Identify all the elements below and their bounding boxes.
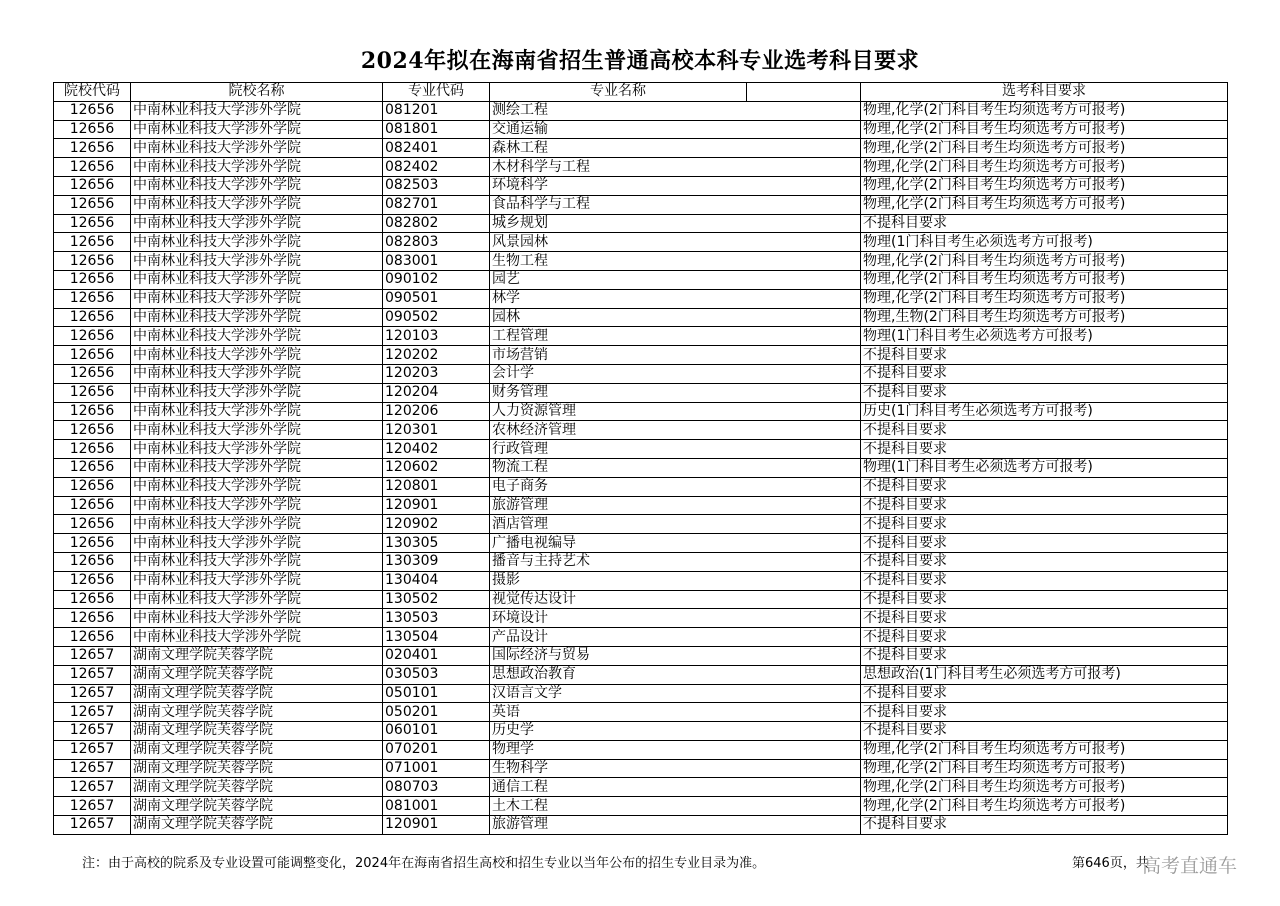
cell-school-name: 湖南文理学院芙蓉学院 [131,684,383,703]
table-row [54,383,1228,402]
header-blank [747,83,861,102]
table-row [54,665,1228,684]
cell-major-code: 081201 [383,101,490,120]
cell-requirement: 不提科目要求 [861,477,1228,496]
cell-major-name: 电子商务 [490,477,861,496]
cell-school-name: 中南林业科技大学涉外学院 [131,458,383,477]
cell-requirement: 物理,化学(2门科目考生均须选考方可报考) [861,759,1228,778]
cell-major-name: 林学 [490,289,861,308]
cell-school-name: 中南林业科技大学涉外学院 [131,440,383,459]
cell-school-code: 12656 [54,195,131,214]
cell-school-name: 中南林业科技大学涉外学院 [131,346,383,365]
cell-school-name: 中南林业科技大学涉外学院 [131,139,383,158]
cell-school-name: 中南林业科技大学涉外学院 [131,233,383,252]
cell-school-name: 中南林业科技大学涉外学院 [131,590,383,609]
table-row [54,270,1228,289]
cell-major-name: 酒店管理 [490,515,861,534]
cell-school-code: 12656 [54,308,131,327]
cell-school-code: 12656 [54,534,131,553]
cell-major-name: 生物科学 [490,759,861,778]
cell-school-code: 12656 [54,552,131,571]
cell-major-name: 思想政治教育 [490,665,861,684]
table-row [54,590,1228,609]
table-row [54,477,1228,496]
cell-requirement: 物理,化学(2门科目考生均须选考方可报考) [861,252,1228,271]
cell-major-code: 090102 [383,270,490,289]
cell-requirement: 物理,化学(2门科目考生均须选考方可报考) [861,120,1228,139]
cell-requirement: 物理(1门科目考生必须选考方可报考) [861,327,1228,346]
cell-major-code: 081001 [383,797,490,816]
cell-major-name: 产品设计 [490,628,861,647]
cell-major-code: 050201 [383,703,490,722]
table-row [54,571,1228,590]
cell-major-code: 082803 [383,233,490,252]
cell-major-code: 082802 [383,214,490,233]
cell-requirement: 思想政治(1门科目考生必须选考方可报考) [861,665,1228,684]
cell-school-name: 中南林业科技大学涉外学院 [131,270,383,289]
table-row [54,534,1228,553]
table-row [54,458,1228,477]
table-row [54,176,1228,195]
cell-school-code: 12657 [54,740,131,759]
cell-school-code: 12656 [54,139,131,158]
cell-major-name: 工程管理 [490,327,861,346]
cell-school-name: 中南林业科技大学涉外学院 [131,628,383,647]
cell-requirement: 不提科目要求 [861,383,1228,402]
cell-school-name: 中南林业科技大学涉外学院 [131,421,383,440]
table-row [54,364,1228,383]
cell-requirement: 物理,化学(2门科目考生均须选考方可报考) [861,139,1228,158]
table-row [54,552,1228,571]
cell-major-name: 风景园林 [490,233,861,252]
cell-major-name: 市场营销 [490,346,861,365]
cell-major-code: 071001 [383,759,490,778]
header-requirement: 选考科目要求 [861,83,1228,102]
cell-school-code: 12656 [54,571,131,590]
cell-major-name: 旅游管理 [490,816,861,835]
cell-requirement: 物理(1门科目考生必须选考方可报考) [861,233,1228,252]
cell-major-name: 食品科学与工程 [490,195,861,214]
table-row [54,440,1228,459]
cell-requirement: 不提科目要求 [861,722,1228,741]
cell-school-name: 湖南文理学院芙蓉学院 [131,816,383,835]
cell-major-code: 120103 [383,327,490,346]
cell-school-code: 12656 [54,176,131,195]
cell-school-code: 12656 [54,628,131,647]
cell-major-name: 测绘工程 [490,101,861,120]
cell-major-name: 英语 [490,703,861,722]
cell-major-name: 环境科学 [490,176,861,195]
cell-school-code: 12657 [54,816,131,835]
cell-school-code: 12656 [54,515,131,534]
cell-school-code: 12656 [54,402,131,421]
cell-school-name: 中南林业科技大学涉外学院 [131,120,383,139]
cell-requirement: 不提科目要求 [861,571,1228,590]
table-row [54,816,1228,835]
cell-school-name: 中南林业科技大学涉外学院 [131,252,383,271]
cell-major-name: 广播电视编导 [490,534,861,553]
cell-requirement: 不提科目要求 [861,421,1228,440]
table-row [54,722,1228,741]
cell-school-code: 12656 [54,252,131,271]
cell-major-code: 020401 [383,646,490,665]
cell-requirement: 不提科目要求 [861,440,1228,459]
cell-requirement: 不提科目要求 [861,364,1228,383]
cell-school-code: 12657 [54,778,131,797]
cell-school-name: 中南林业科技大学涉外学院 [131,477,383,496]
cell-requirement: 物理,化学(2门科目考生均须选考方可报考) [861,195,1228,214]
cell-major-name: 森林工程 [490,139,861,158]
cell-school-name: 湖南文理学院芙蓉学院 [131,665,383,684]
cell-school-name: 湖南文理学院芙蓉学院 [131,797,383,816]
cell-school-code: 12656 [54,458,131,477]
cell-major-code: 083001 [383,252,490,271]
cell-school-code: 12656 [54,289,131,308]
cell-requirement: 物理(1门科目考生必须选考方可报考) [861,458,1228,477]
table-row [54,233,1228,252]
cell-major-code: 130305 [383,534,490,553]
cell-major-code: 082701 [383,195,490,214]
cell-requirement: 物理,化学(2门科目考生均须选考方可报考) [861,158,1228,177]
cell-requirement: 不提科目要求 [861,346,1228,365]
cell-school-code: 12656 [54,477,131,496]
cell-major-name: 历史学 [490,722,861,741]
cell-major-name: 摄影 [490,571,861,590]
cell-major-code: 120602 [383,458,490,477]
cell-school-code: 12657 [54,759,131,778]
cell-major-code: 060101 [383,722,490,741]
cell-requirement: 不提科目要求 [861,534,1228,553]
table-row [54,308,1228,327]
cell-requirement: 物理,化学(2门科目考生均须选考方可报考) [861,270,1228,289]
cell-requirement: 不提科目要求 [861,590,1228,609]
table-row [54,797,1228,816]
cell-major-name: 城乡规划 [490,214,861,233]
cell-school-name: 中南林业科技大学涉外学院 [131,383,383,402]
cell-major-name: 汉语言文学 [490,684,861,703]
cell-requirement: 物理,化学(2门科目考生均须选考方可报考) [861,101,1228,120]
cell-school-name: 湖南文理学院芙蓉学院 [131,740,383,759]
table-row [54,101,1228,120]
cell-school-name: 湖南文理学院芙蓉学院 [131,778,383,797]
cell-major-name: 人力资源管理 [490,402,861,421]
table-row [54,158,1228,177]
cell-major-code: 130309 [383,552,490,571]
header-major-code: 专业代码 [383,83,490,102]
cell-school-name: 中南林业科技大学涉外学院 [131,552,383,571]
cell-major-code: 120203 [383,364,490,383]
footer-note: 注：由于高校的院系及专业设置可能调整变化，2024年在海南省招生高校和招生专业以当年公布的招生专业目录为准。 [82,856,766,871]
cell-school-code: 12656 [54,421,131,440]
cell-school-name: 中南林业科技大学涉外学院 [131,496,383,515]
table-row [54,646,1228,665]
cell-school-name: 中南林业科技大学涉外学院 [131,364,383,383]
cell-school-name: 中南林业科技大学涉外学院 [131,289,383,308]
table-row [54,289,1228,308]
cell-major-code: 120402 [383,440,490,459]
cell-major-code: 120801 [383,477,490,496]
cell-school-name: 中南林业科技大学涉外学院 [131,308,383,327]
table-row [54,195,1228,214]
cell-school-code: 12656 [54,120,131,139]
page-number: 第646页，共 [1072,856,1149,871]
table-row [54,609,1228,628]
cell-requirement: 不提科目要求 [861,552,1228,571]
table-row [54,402,1228,421]
cell-major-code: 070201 [383,740,490,759]
cell-school-name: 湖南文理学院芙蓉学院 [131,759,383,778]
cell-major-name: 视觉传达设计 [490,590,861,609]
cell-school-name: 中南林业科技大学涉外学院 [131,515,383,534]
table-row [54,515,1228,534]
cell-major-name: 通信工程 [490,778,861,797]
cell-school-name: 湖南文理学院芙蓉学院 [131,722,383,741]
cell-requirement: 物理,生物(2门科目考生均须选考方可报考) [861,308,1228,327]
cell-school-code: 12657 [54,684,131,703]
header-school-name: 院校名称 [131,83,383,102]
cell-school-code: 12656 [54,346,131,365]
cell-requirement: 不提科目要求 [861,816,1228,835]
cell-major-code: 090501 [383,289,490,308]
cell-requirement: 历史(1门科目考生必须选考方可报考) [861,402,1228,421]
cell-major-code: 120901 [383,816,490,835]
cell-school-code: 12656 [54,158,131,177]
cell-requirement: 物理,化学(2门科目考生均须选考方可报考) [861,289,1228,308]
header-school-code: 院校代码 [54,83,131,102]
table-row [54,139,1228,158]
cell-major-code: 082401 [383,139,490,158]
watermark: 高考直通车 [1142,855,1238,877]
table-row [54,346,1228,365]
cell-major-name: 物流工程 [490,458,861,477]
cell-major-code: 120901 [383,496,490,515]
cell-requirement: 不提科目要求 [861,515,1228,534]
cell-school-code: 12656 [54,609,131,628]
cell-school-name: 中南林业科技大学涉外学院 [131,534,383,553]
cell-major-name: 园艺 [490,270,861,289]
header-major-name: 专业名称 [490,83,747,102]
cell-requirement: 物理,化学(2门科目考生均须选考方可报考) [861,778,1228,797]
cell-major-code: 120902 [383,515,490,534]
cell-school-code: 12656 [54,270,131,289]
cell-major-name: 财务管理 [490,383,861,402]
cell-requirement: 物理,化学(2门科目考生均须选考方可报考) [861,740,1228,759]
cell-major-code: 130503 [383,609,490,628]
cell-major-code: 080703 [383,778,490,797]
table-row [54,628,1228,647]
table-body [54,101,1228,834]
cell-school-code: 12657 [54,797,131,816]
cell-school-name: 中南林业科技大学涉外学院 [131,571,383,590]
table-row [54,684,1228,703]
table-row [54,120,1228,139]
cell-school-name: 中南林业科技大学涉外学院 [131,176,383,195]
cell-major-name: 环境设计 [490,609,861,628]
cell-major-name: 土木工程 [490,797,861,816]
table-row [54,778,1228,797]
cell-school-name: 中南林业科技大学涉外学院 [131,609,383,628]
cell-school-code: 12656 [54,327,131,346]
cell-requirement: 不提科目要求 [861,703,1228,722]
cell-major-name: 播音与主持艺术 [490,552,861,571]
cell-major-code: 120206 [383,402,490,421]
cell-major-code: 090502 [383,308,490,327]
cell-school-code: 12656 [54,383,131,402]
cell-school-name: 湖南文理学院芙蓉学院 [131,646,383,665]
cell-requirement: 物理,化学(2门科目考生均须选考方可报考) [861,176,1228,195]
cell-major-name: 会计学 [490,364,861,383]
table-header-row [54,83,1228,102]
cell-school-name: 中南林业科技大学涉外学院 [131,195,383,214]
cell-school-code: 12657 [54,722,131,741]
cell-requirement: 不提科目要求 [861,628,1228,647]
cell-major-name: 木材科学与工程 [490,158,861,177]
cell-major-code: 120301 [383,421,490,440]
table-row [54,214,1228,233]
table-row [54,759,1228,778]
cell-school-name: 中南林业科技大学涉外学院 [131,327,383,346]
cell-school-name: 中南林业科技大学涉外学院 [131,158,383,177]
table-row [54,703,1228,722]
cell-school-code: 12657 [54,646,131,665]
cell-school-code: 12656 [54,101,131,120]
cell-major-code: 050101 [383,684,490,703]
cell-requirement: 不提科目要求 [861,496,1228,515]
cell-requirement: 物理,化学(2门科目考生均须选考方可报考) [861,797,1228,816]
cell-school-code: 12656 [54,496,131,515]
cell-major-name: 园林 [490,308,861,327]
cell-school-name: 中南林业科技大学涉外学院 [131,101,383,120]
cell-major-name: 生物工程 [490,252,861,271]
cell-major-name: 国际经济与贸易 [490,646,861,665]
cell-school-code: 12657 [54,703,131,722]
cell-school-code: 12656 [54,233,131,252]
subject-requirements-table [53,82,1228,835]
cell-major-name: 交通运输 [490,120,861,139]
cell-major-code: 130504 [383,628,490,647]
table-row [54,740,1228,759]
cell-school-code: 12656 [54,364,131,383]
cell-school-code: 12657 [54,665,131,684]
cell-major-code: 120204 [383,383,490,402]
cell-school-name: 中南林业科技大学涉外学院 [131,214,383,233]
page-title: 2024年拟在海南省招生普通高校本科专业选考科目要求 [360,48,920,74]
cell-requirement: 不提科目要求 [861,646,1228,665]
cell-major-name: 农林经济管理 [490,421,861,440]
cell-requirement: 不提科目要求 [861,609,1228,628]
cell-major-name: 物理学 [490,740,861,759]
cell-major-code: 130404 [383,571,490,590]
cell-school-code: 12656 [54,590,131,609]
cell-major-code: 030503 [383,665,490,684]
cell-school-code: 12656 [54,440,131,459]
cell-requirement: 不提科目要求 [861,684,1228,703]
cell-school-code: 12656 [54,214,131,233]
table-row [54,252,1228,271]
cell-major-name: 行政管理 [490,440,861,459]
cell-school-name: 湖南文理学院芙蓉学院 [131,703,383,722]
cell-major-code: 082503 [383,176,490,195]
cell-major-code: 082402 [383,158,490,177]
cell-major-code: 130502 [383,590,490,609]
cell-requirement: 不提科目要求 [861,214,1228,233]
table-row [54,421,1228,440]
table-row [54,496,1228,515]
cell-major-name: 旅游管理 [490,496,861,515]
cell-major-code: 081801 [383,120,490,139]
table-row [54,327,1228,346]
cell-school-name: 中南林业科技大学涉外学院 [131,402,383,421]
cell-major-code: 120202 [383,346,490,365]
